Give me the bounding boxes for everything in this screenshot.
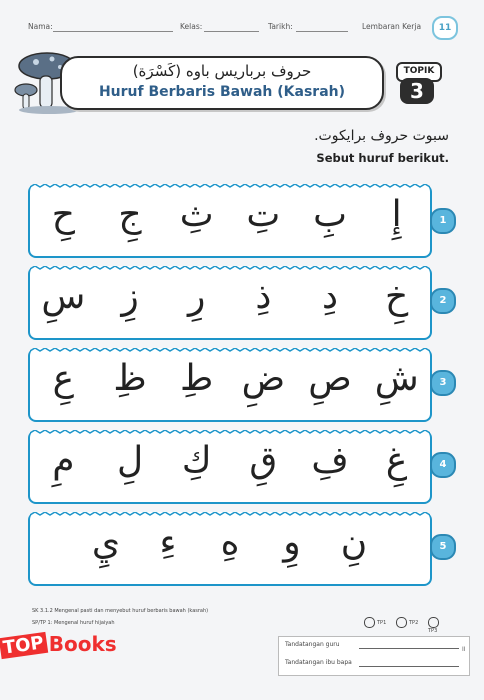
letter: وِ — [283, 522, 301, 563]
letter: ضِ — [241, 358, 286, 399]
letter: إِ — [391, 194, 402, 235]
lembaran-label: Lembaran Kerja — [362, 22, 422, 31]
worksheet-header — [28, 22, 458, 36]
row-number-3: 3 — [430, 370, 456, 396]
letter: قِ — [249, 440, 278, 481]
letter: زِ — [121, 276, 139, 317]
guru-signature-line[interactable] — [359, 648, 459, 649]
row-number-4: 4 — [430, 452, 456, 478]
letters-row-3 — [30, 358, 430, 399]
letter-row-4 — [28, 430, 432, 504]
nama-line[interactable] — [53, 31, 173, 32]
guru-signature-label: Tandatangan guru — [285, 641, 340, 648]
letter: حِ — [51, 194, 76, 235]
zigzag-border — [30, 512, 430, 518]
kelas-label: Kelas: — [180, 22, 203, 31]
checkbox-circle[interactable] — [428, 617, 439, 628]
signature-box — [278, 636, 470, 676]
nama-label: Nama: — [28, 22, 53, 31]
page-number-badge: 11 — [432, 16, 458, 40]
letter: شِ — [374, 358, 419, 399]
letter: عِ — [52, 358, 75, 399]
letter: خِ — [385, 276, 409, 317]
letter: طِ — [180, 358, 214, 399]
letter: صِ — [308, 358, 352, 399]
letter: مِ — [52, 440, 75, 481]
instruction-malay: Sebut huruf berikut. — [316, 151, 449, 165]
tp1-option[interactable]: TP1 — [364, 617, 386, 628]
zigzag-border — [30, 184, 430, 190]
topbooks-logo — [0, 632, 117, 659]
letter: هِ — [220, 522, 240, 563]
zigzag-border — [30, 266, 430, 272]
checkbox-circle[interactable] — [396, 617, 407, 628]
letter: لِ — [116, 440, 144, 481]
tp-description: SP/TP 1: Mengenal huruf hijaiyah — [32, 620, 115, 626]
title-malay: Huruf Berbaris Bawah (Kasrah) — [98, 84, 346, 100]
topik-label: TOPIK — [396, 62, 442, 82]
standard-text: SK 3.1.2 Mengenal pasti dan menyebut huruf berbaris bawah (kasrah) — [32, 608, 209, 614]
letter: غِ — [385, 440, 408, 481]
row-number-2: 2 — [430, 288, 456, 314]
zigzag-border — [30, 348, 430, 354]
letters-row-2 — [30, 276, 430, 317]
letter: ظِ — [113, 358, 147, 399]
letter-row-2 — [28, 266, 432, 340]
topik-number: 3 — [400, 78, 434, 104]
instruction-arabic: سبوت حروف برايكوت. — [314, 128, 449, 144]
zigzag-border — [30, 430, 430, 436]
letter: سِ — [41, 276, 86, 317]
letter: بِ — [313, 194, 347, 235]
letter: دِ — [322, 276, 339, 317]
topik-badge — [386, 60, 448, 108]
tarikh-line[interactable] — [296, 31, 348, 32]
parent-signature-line[interactable] — [359, 666, 459, 667]
tp2-option[interactable]: TP2 — [396, 617, 418, 628]
letter: تِ — [246, 194, 281, 235]
tarikh-label: Tarikh: — [268, 22, 293, 31]
side-page-marker: II — [462, 646, 466, 653]
parent-signature-label: Tandatangan ibu bapa — [285, 659, 352, 666]
letter: ءِ — [159, 522, 177, 563]
letters-row-5 — [30, 522, 430, 563]
letter: يِ — [91, 522, 121, 563]
letter-row-3 — [28, 348, 432, 422]
letter-row-1 — [28, 184, 432, 258]
letter: ثِ — [179, 194, 214, 235]
title-arabic: حروف برباريس باوه (كَسْرَة) — [132, 62, 312, 80]
letter-row-5 — [28, 512, 432, 586]
logo-books: Books — [48, 632, 117, 656]
kelas-line[interactable] — [204, 31, 259, 32]
letter: جِ — [118, 194, 142, 235]
letter: ذِ — [255, 276, 272, 317]
row-number-1: 1 — [430, 208, 456, 234]
letter: نِ — [340, 522, 368, 563]
letter: رِ — [188, 276, 206, 317]
logo-top: TOP — [0, 632, 48, 659]
title-banner — [60, 56, 384, 110]
tp3-option[interactable]: TP3 — [428, 617, 450, 634]
letters-row-4 — [30, 440, 430, 481]
letters-row-1 — [30, 194, 430, 235]
row-number-5: 5 — [430, 534, 456, 560]
checkbox-circle[interactable] — [364, 617, 375, 628]
letter: فِ — [311, 440, 349, 481]
letter: كِ — [181, 440, 212, 481]
